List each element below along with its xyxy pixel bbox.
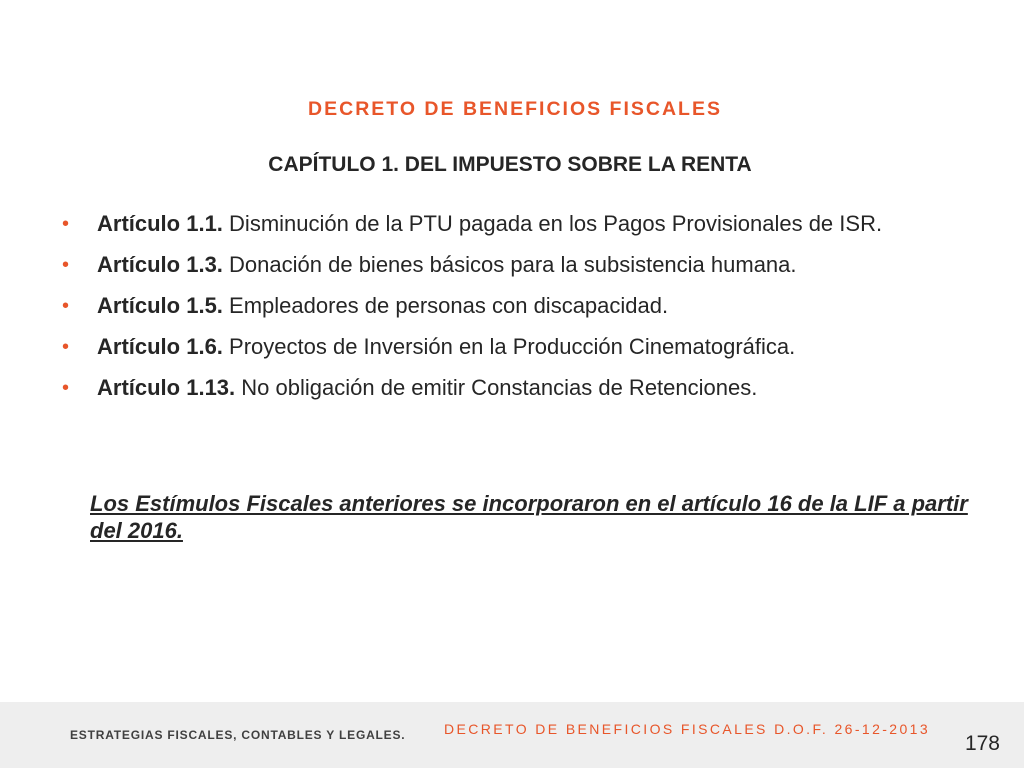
article-number: Artículo 1.5. bbox=[97, 293, 223, 318]
article-description: Donación de bienes básicos para la subsistencia humana. bbox=[229, 252, 797, 277]
bullet-icon: • bbox=[62, 213, 70, 235]
list-item bbox=[62, 207, 962, 241]
article-description: No obligación de emitir Constancias de Retenciones. bbox=[241, 375, 758, 400]
list-item bbox=[62, 289, 962, 323]
article-list bbox=[62, 207, 962, 412]
list-item bbox=[62, 330, 962, 364]
article-number: Artículo 1.13. bbox=[97, 375, 236, 400]
list-item bbox=[62, 371, 962, 405]
article-description: Disminución de la PTU pagada en los Pagos Provisionales de ISR. bbox=[229, 211, 883, 236]
bullet-icon: • bbox=[62, 377, 70, 399]
footer-company: ESTRATEGIAS FISCALES, CONTABLES Y LEGALES. bbox=[70, 728, 406, 742]
chapter-title: CAPÍTULO 1. DEL IMPUESTO SOBRE LA RENTA bbox=[268, 153, 752, 176]
lif-note: Los Estímulos Fiscales anteriores se incorporaron en el artículo 16 de la LIF a partir del 2016. bbox=[90, 491, 968, 543]
page-number: 178 bbox=[964, 732, 1000, 755]
footer-document-reference: DECRETO DE BENEFICIOS FISCALES D.O.F. 26-12-2013 bbox=[444, 721, 931, 737]
article-description: Empleadores de personas con discapacidad. bbox=[229, 293, 669, 318]
bullet-icon: • bbox=[62, 254, 70, 276]
bullet-icon: • bbox=[62, 336, 70, 358]
article-number: Artículo 1.1. bbox=[97, 211, 223, 236]
article-number: Artículo 1.6. bbox=[97, 334, 223, 359]
list-item bbox=[62, 248, 962, 282]
footer-bar bbox=[0, 702, 1024, 768]
bullet-icon: • bbox=[62, 295, 70, 317]
article-number: Artículo 1.3. bbox=[97, 252, 223, 277]
article-description: Proyectos de Inversión en la Producción Cinematográfica. bbox=[229, 334, 796, 359]
slide-title: DECRETO DE BENEFICIOS FISCALES bbox=[308, 98, 722, 120]
